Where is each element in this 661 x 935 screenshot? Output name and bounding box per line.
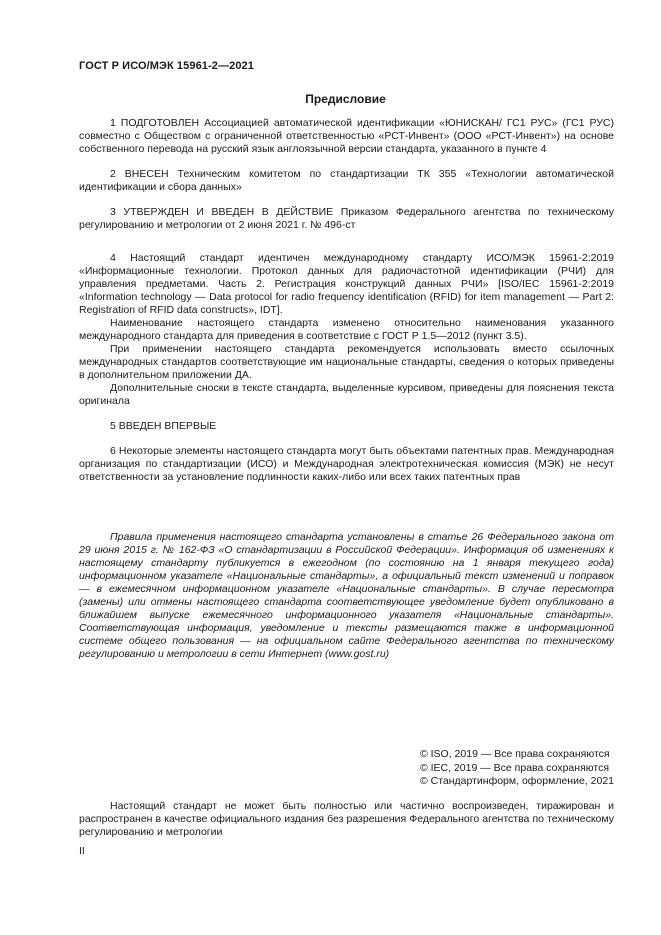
copyright-block <box>420 748 614 789</box>
paragraph-approved: 3 УТВЕРЖДЕН И ВВЕДЕН В ДЕЙСТВИЕ Приказом Федерального агентства по техническому регулированию и метрологии от 2 июня 2021 г. № 496-ст <box>79 206 614 231</box>
page-title: Предисловие <box>305 92 386 106</box>
paragraph-references: При применении настоящего стандарта рекомендуется использовать вместо ссылочных международных стандартов соответствующие им национальные стандарты, сведения о которых приведены в дополнительном приложении ДА. <box>79 343 614 381</box>
foreword-body <box>79 117 614 484</box>
paragraph-first-introduced: 5 ВВЕДЕН ВПЕРВЫЕ <box>110 420 217 432</box>
paragraph-introduced: 2 ВНЕСЕН Техническим комитетом по стандартизации ТК 355 «Технологии автоматической идентификации и сбора данных» <box>79 168 614 193</box>
copyright-iso: © ISO, 2019 — Все права сохраняются <box>419 748 610 760</box>
paragraph-footnotes: Дополнительные сноски в тексте стандарта, выделенные курсивом, приведены для пояснения текста оригинала <box>79 382 614 407</box>
copyright-iec: © IEC, 2019 — Все права сохраняются <box>419 761 610 774</box>
paragraph-patents: 6 Некоторые элементы настоящего стандарта могут быть объектами патентных прав. Международная организация по стандартизации (ИСО) и Международная электротехническая комиссия (МЭК) не несут ответственности за установление подлинности каких-либо или всех таких патентных прав <box>79 445 614 483</box>
page-number: II <box>79 845 85 857</box>
document-header: ГОСТ Р ИСО/МЭК 15961-2—2021 <box>79 60 254 72</box>
reproduction-notice: Настоящий стандарт не может быть полностью или частично воспроизведен, тиражирован и распространен в качестве официального издания без разрешения Федерального агентства по техническому регулированию и метрологии <box>79 800 614 838</box>
paragraph-identical: 4 Настоящий стандарт идентичен международному стандарту ИСО/МЭК 15961-2:2019 «Информационные технологии. Протокол данных для радиочастотной идентификации (РЧИ) для управления предметами. Часть 2. Регистрация конструкций данных РЧИ» [ISO/IEC 15961-2:2019 «Information technology — Data protocol for radio frequency identification (RFID) for item management — Part 2: Registration of RFID data constructs», IDT]. <box>79 252 614 316</box>
paragraph-name-changed: Наименование настоящего стандарта изменено относительно наименования указанного международного стандарта для приведения в соответствие с ГОСТ Р 1.5—2012 (пункт 3.5). <box>79 317 614 342</box>
application-rules-notice: Правила применения настоящего стандарта установлены в статье 26 Федерального закона от 29 июня 2015 г. № 162-ФЗ «О стандартизации в Российской Федерации». Информация об изменениях к настоящему стандарту публикуется в ежегодном (по состоянию на 1 января текущего года) информационном указателе «Национальные стандарты», а официальный текст изменений и поправок — в ежемесячном информационном указателе «Национальные стандарты». В случае пересмотра (замены) или отмены настоящего стандарта соответствующее уведомление будет опубликовано в ближайшем выпуске ежемесячного информационного указателя «Национальные стандарты». Соответствующая информация, уведомление и тексты размещаются также в информационной системе общего пользования — на официальном сайте Федерального агентства по техническому регулированию и метрологии в сети Интернет (www.gost.ru) <box>79 531 614 660</box>
paragraph-prepared: 1 ПОДГОТОВЛЕН Ассоциацией автоматической идентификации «ЮНИСКАН/ ГС1 РУС» (ГС1 РУС) совместно с Обществом с ограниченной ответственностью «РСТ-Инвент» (ООО «РСТ-Инвент») на основе собственного перевода на русский язык англоязычной версии стандарта, указанного в пункте 4 <box>79 117 614 155</box>
copyright-standartinform: © Стандартинформ, оформление, 2021 <box>419 775 614 787</box>
